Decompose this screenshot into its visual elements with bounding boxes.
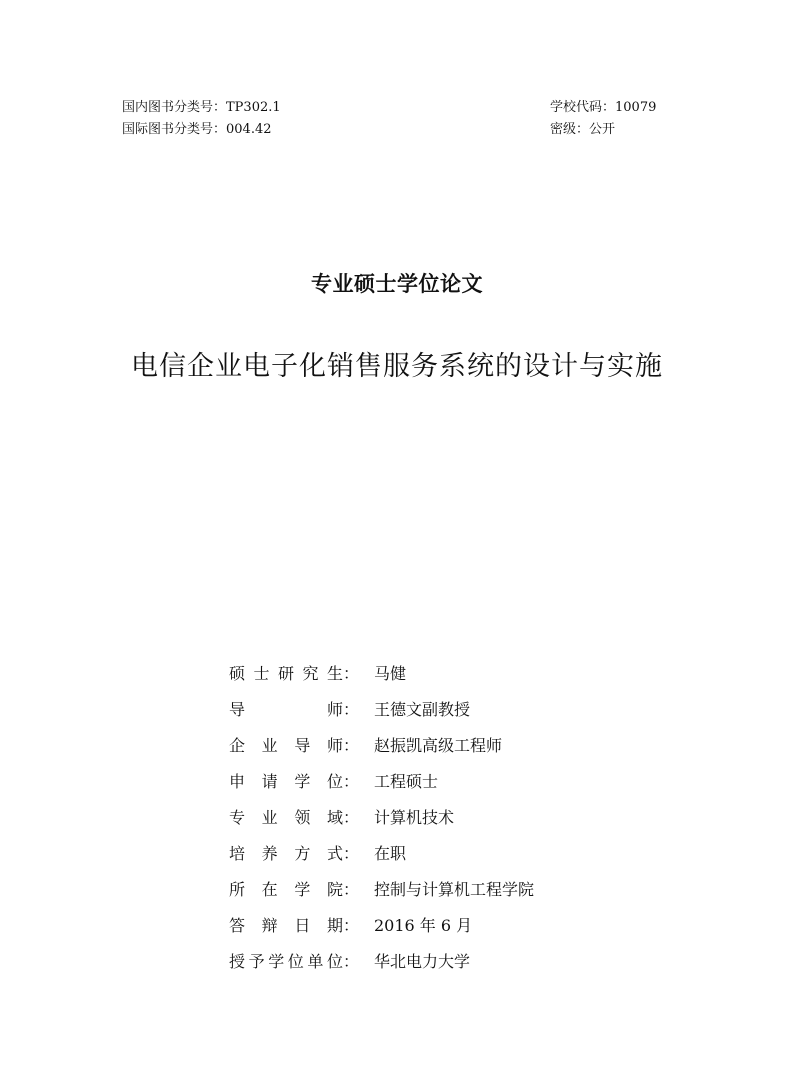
info-value: 工程硕士 xyxy=(374,771,439,791)
info-value: 马健 xyxy=(374,663,407,683)
info-value: 王德文副教授 xyxy=(374,699,471,719)
info-label-char: 企 xyxy=(229,735,246,755)
info-label-char: 导 xyxy=(229,699,246,719)
info-label-char: 专 xyxy=(229,807,246,827)
international-classification: 国际图书分类号：004.42 xyxy=(122,122,272,137)
info-label-char: 予 xyxy=(248,951,265,971)
thesis-type: 专业硕士学位论文 xyxy=(311,272,483,296)
info-label xyxy=(229,805,359,828)
info-label-char: 士 xyxy=(253,663,270,683)
info-label-char: 答 xyxy=(229,915,246,935)
info-label-char: 位： xyxy=(326,771,359,791)
info-label-char: 学 xyxy=(268,951,285,971)
info-label-char: 领 xyxy=(294,807,311,827)
info-label-char: 养 xyxy=(261,843,278,863)
info-row xyxy=(229,906,534,942)
info-label xyxy=(229,877,359,900)
info-row xyxy=(229,654,534,690)
info-row xyxy=(229,834,534,870)
info-label xyxy=(229,769,359,792)
info-label-char: 位： xyxy=(326,951,359,971)
info-label-char: 授 xyxy=(229,951,246,971)
info-label-char: 院： xyxy=(326,879,359,899)
info-label-char: 式： xyxy=(326,843,359,863)
info-label-char: 导 xyxy=(294,735,311,755)
info-label-char: 硕 xyxy=(229,663,246,683)
info-row xyxy=(229,870,534,906)
info-label-char: 在 xyxy=(261,879,278,899)
info-label-char: 培 xyxy=(229,843,246,863)
classification-block xyxy=(122,97,281,141)
info-value: 在职 xyxy=(374,843,407,863)
info-row xyxy=(229,762,534,798)
info-label-char: 方 xyxy=(294,843,311,863)
info-label xyxy=(229,949,359,972)
info-label xyxy=(229,913,359,936)
info-label-char: 日 xyxy=(294,915,311,935)
info-label xyxy=(229,661,359,684)
info-label-char: 研 xyxy=(277,663,294,683)
info-label-char: 业 xyxy=(261,807,278,827)
info-label xyxy=(229,733,359,756)
info-value: 控制与计算机工程学院 xyxy=(374,879,535,899)
info-label xyxy=(229,697,359,720)
info-label-char: 位 xyxy=(287,951,304,971)
info-label-char: 单 xyxy=(307,951,324,971)
secrecy-level: 密级：公开 xyxy=(550,122,616,137)
thesis-info-table xyxy=(229,654,534,978)
info-label-char: 请 xyxy=(261,771,278,791)
school-code: 学校代码：10079 xyxy=(550,100,657,115)
info-row xyxy=(229,690,534,726)
info-label-char: 期： xyxy=(326,915,359,935)
info-label-char: 申 xyxy=(229,771,246,791)
info-label-char: 所 xyxy=(229,879,246,899)
info-label-char: 师： xyxy=(326,699,359,719)
school-info-block xyxy=(550,97,656,141)
info-label-char: 辩 xyxy=(261,915,278,935)
info-label-char: 业 xyxy=(261,735,278,755)
info-label-char: 学 xyxy=(294,879,311,899)
info-row xyxy=(229,942,534,978)
info-label-char: 究 xyxy=(302,663,319,683)
info-value: 计算机技术 xyxy=(374,807,455,827)
info-value: 2016 年 6 月 xyxy=(374,915,473,935)
info-value: 赵振凯高级工程师 xyxy=(374,735,503,755)
info-row xyxy=(229,798,534,834)
info-label-char: 域： xyxy=(326,807,359,827)
info-row xyxy=(229,726,534,762)
info-label-char: 学 xyxy=(294,771,311,791)
info-label-char: 生： xyxy=(326,663,359,683)
thesis-title: 电信企业电子化销售服务系统的设计与实施 xyxy=(131,351,663,382)
info-label-char: 师： xyxy=(326,735,359,755)
info-label xyxy=(229,841,359,864)
domestic-classification: 国内图书分类号：TP302.1 xyxy=(122,100,281,115)
info-value: 华北电力大学 xyxy=(374,951,471,971)
